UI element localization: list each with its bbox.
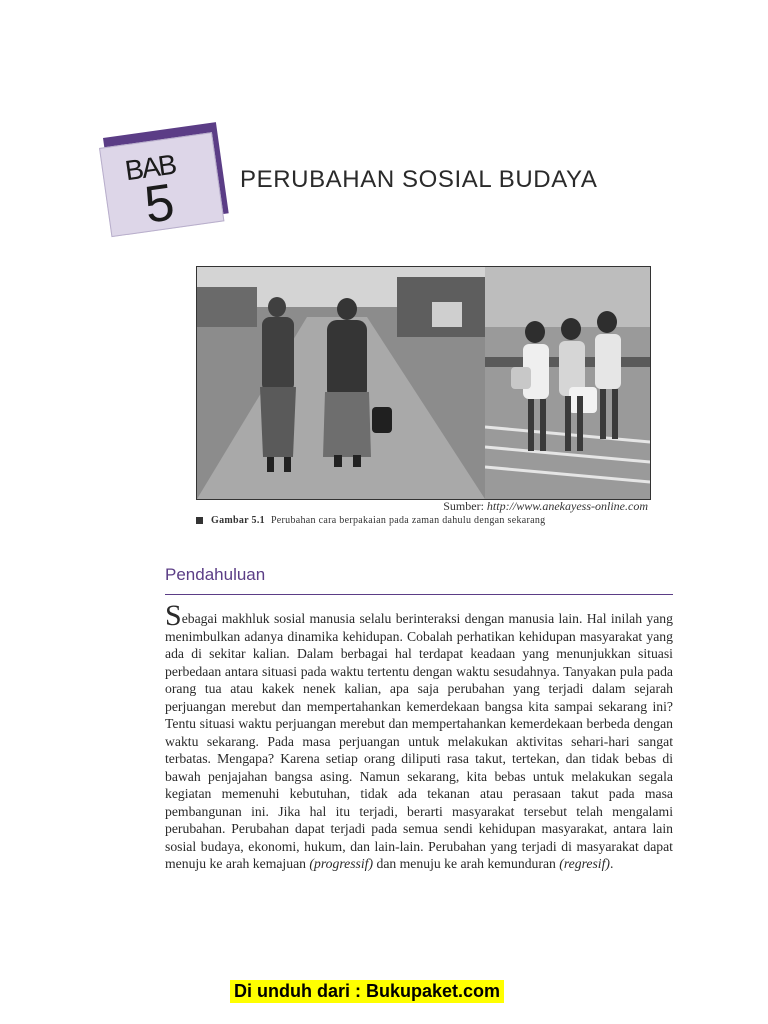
caption-label: Gambar 5.1 <box>211 515 265 526</box>
figure-caption <box>196 515 545 526</box>
body-paragraph <box>165 599 673 873</box>
bullet-square-icon <box>196 517 203 524</box>
term-progressif: (progressif) <box>309 856 374 871</box>
heading-divider <box>165 594 673 595</box>
photo-modern-fashion <box>485 267 650 499</box>
paragraph-end: . <box>609 856 614 871</box>
download-banner: Di unduh dari : Bukupaket.com <box>230 980 504 1003</box>
term-regresif: (regresif) <box>559 856 610 871</box>
source-url: http://www.anekayess-online.com <box>486 499 648 513</box>
paragraph-connector: dan menuju ke arah kemunduran <box>373 856 560 871</box>
chapter-number: 5 <box>141 173 178 235</box>
drop-cap: S <box>165 599 182 632</box>
figure-source <box>443 499 648 514</box>
photo-old-fashion <box>197 267 485 499</box>
chapter-title: PERUBAHAN SOSIAL BUDAYA <box>240 166 598 193</box>
paragraph-text: ebagai makhluk sosial manusia selalu berinteraksi dengan manusia lain. Hal inilah yang menimbulkan adanya dinamika kehidupan. Cobalah perhatikan kehidupan masyarakat yang ada di sekitar kalian. Dalam berbagai hal terdapat keadaan yang menunjukkan situasi perbedaan antara situasi pada waktu tertentu dengan waktu sesudahnya. Tanyakan pula pada orang tua atau kakek nenek kalian, apa saja perubahan yang terjadi dalam sejarah perjuangan merebut dan mempertahankan kemerdekaan bangsa kita sampai sekarang ini? Tentu situasi waktu perjuangan merebut dan mempertahankan kemerdekaan berbeda dengan waktu sekarang. Pada masa perjuangan untuk melakukan aktivitas sehari-hari sangat terbatas. Mengapa? Karena setiap orang diliputi rasa takut, tertekan, dan tidak bebas di bawah penjajahan bangsa asing. Namun sekarang, kita bebas untuk melakukan segala kegiatan memenuhi kebutuhan, tidak ada tekanan atau perasaan takut pada masa pembangunan ini. Jika hal itu terjadi, berarti masyarakat tersebut telah mengalami perubahan. Perubahan dapat terjadi pada semua sendi kehidupan masyarakat, antara lain sosial budaya, ekonomi, hukum, dan lain-lain. Perubahan yang terjadi di masyarakat dapat menuju ke arah kemajuan <box>165 611 673 871</box>
figure-photo <box>196 266 651 500</box>
chapter-label: BAB <box>123 148 177 187</box>
section-heading: Pendahuluan <box>165 565 266 584</box>
chapter-badge <box>95 130 223 238</box>
source-label: Sumber: <box>443 499 484 513</box>
caption-text: Perubahan cara berpakaian pada zaman dahulu dengan sekarang <box>270 515 546 526</box>
